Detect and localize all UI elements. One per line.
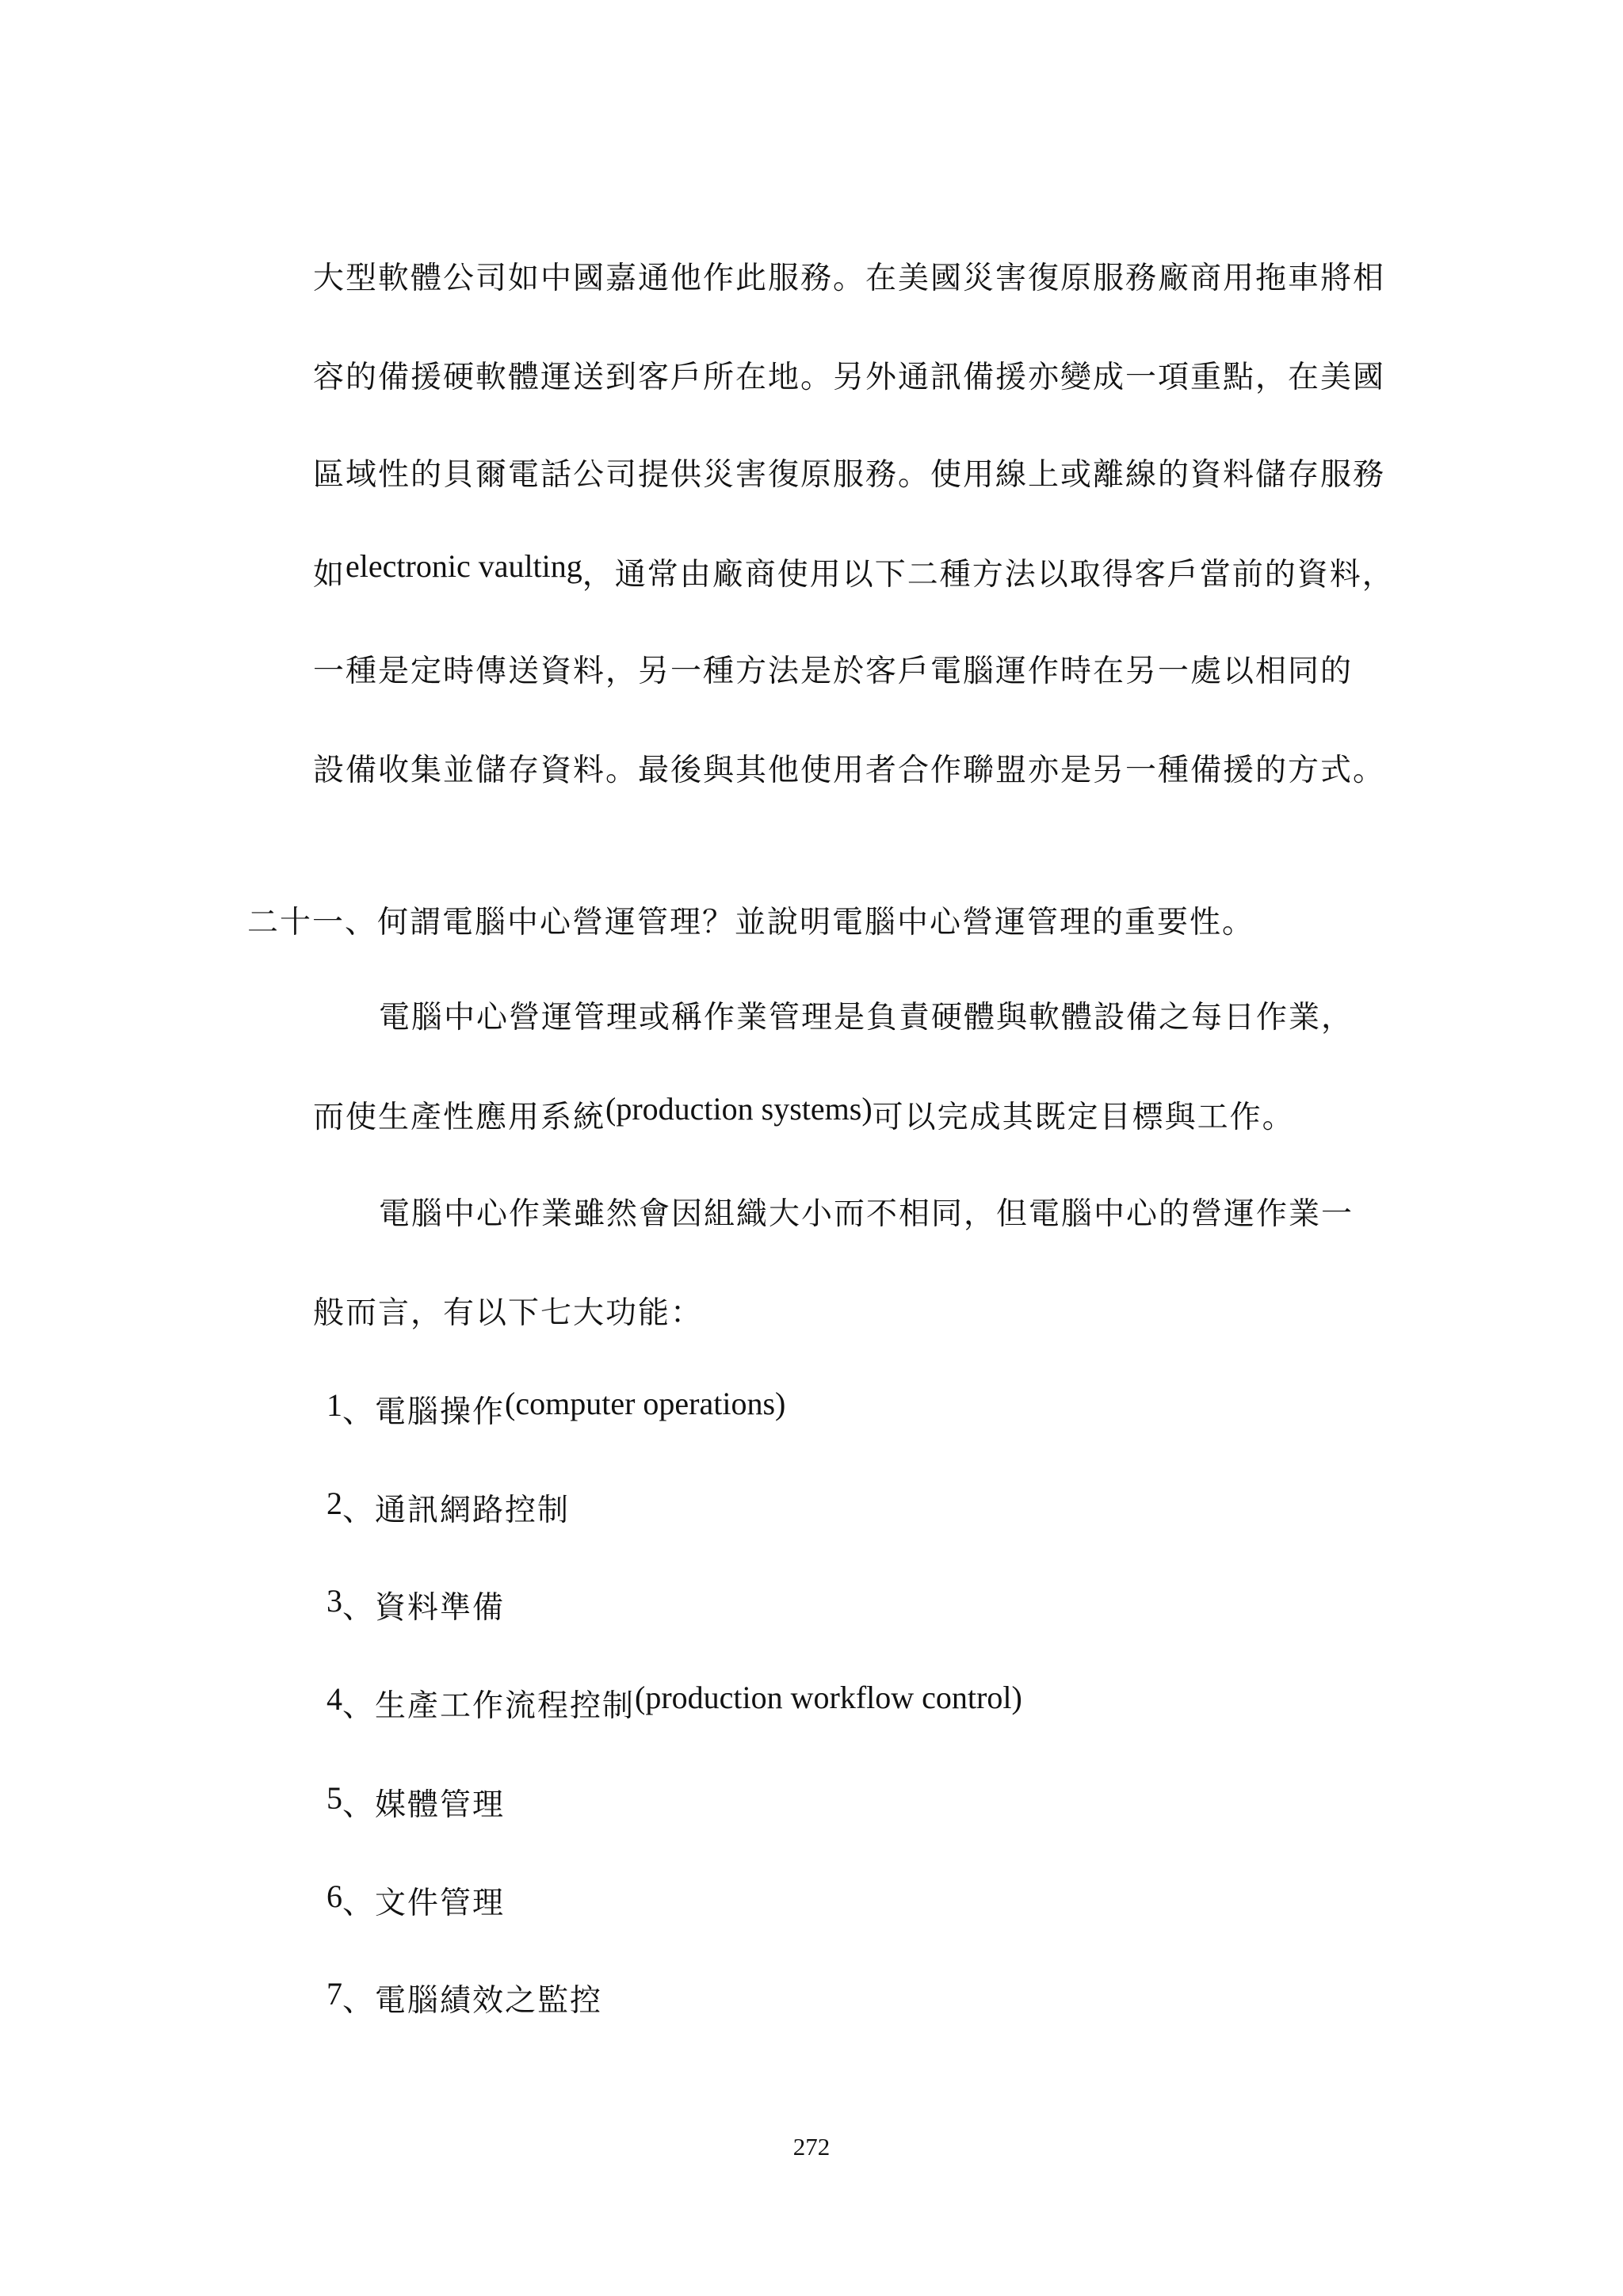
list-item-text: 、電腦績效之監控 — [342, 1983, 603, 2019]
list-item — [327, 1879, 505, 1928]
answer-line — [379, 1191, 1354, 1238]
answer-text: 電腦中心作業雖然會因組織大小而不相同，但電腦中心的營運作業一 — [379, 1196, 1354, 1232]
paragraph-text: 大型軟體公司如中國嘉通他作此服務。在美國災害復原服務廠商用拖車將相 — [313, 261, 1386, 296]
list-item — [327, 1781, 505, 1829]
paragraph-text: 如 — [313, 557, 346, 593]
list-item-text: 、通訊網路控制 — [342, 1493, 571, 1528]
paragraph-latin-term: electronic vaulting — [346, 548, 582, 584]
list-item-latin-term: (computer operations) — [505, 1386, 786, 1421]
list-item-number: 1 — [327, 1387, 342, 1423]
answer-latin-term: (production systems) — [605, 1091, 873, 1127]
list-item-number: 6 — [327, 1878, 342, 1914]
answer-line — [313, 1093, 1295, 1142]
page-number: 272 — [792, 2133, 831, 2161]
paragraph-text: 設備收集並儲存資料。最後與其他使用者合作聯盟亦是另一種備援的方式。 — [313, 753, 1386, 788]
list-item — [327, 1486, 570, 1535]
list-item-text: 、資料準備 — [342, 1590, 506, 1626]
list-item-text: 、生產工作流程控制 — [342, 1688, 636, 1724]
list-item — [327, 1977, 602, 2025]
paragraph-text: 區域性的貝爾電話公司提供災害復原服務。使用線上或離線的資料儲存服務 — [313, 457, 1386, 493]
paragraph-text: ，通常由廠商使用以下二種方法以取得客戶當前的資料， — [582, 557, 1395, 593]
paragraph-text: 一種是定時傳送資料，另一種方法是於客戶電腦運作時在另一處以相同的 — [313, 654, 1354, 689]
list-item-number: 2 — [327, 1486, 342, 1521]
answer-text: 可以完成其既定目標與工作。 — [872, 1100, 1295, 1135]
paragraph-line — [313, 648, 1353, 696]
answer-text: 而使生產性應用系統 — [313, 1100, 606, 1135]
list-item — [327, 1584, 505, 1632]
answer-text: 電腦中心營運管理或稱作業管理是負責硬體與軟體設備之每日作業， — [379, 1000, 1354, 1035]
list-item-text: 、文件管理 — [342, 1886, 506, 1921]
paragraph-text: 容的備援硬軟體運送到客戶所在地。另外通訊備援亦變成一項重點，在美國 — [313, 360, 1386, 395]
list-item — [327, 1388, 785, 1436]
paragraph-line — [313, 354, 1385, 402]
list-item-text: 、媒體管理 — [342, 1787, 506, 1823]
answer-line — [313, 1290, 703, 1337]
list-item-number: 5 — [327, 1780, 342, 1816]
answer-line — [379, 994, 1354, 1042]
question-heading — [247, 899, 1254, 947]
answer-text: 般而言，有以下七大功能： — [313, 1295, 704, 1331]
list-item-text: 、電腦操作 — [342, 1394, 506, 1430]
paragraph-line — [313, 255, 1385, 303]
question-text: 二十一、何謂電腦中心營運管理？並說明電腦中心營運管理的重要性。 — [247, 905, 1255, 940]
paragraph-line — [313, 747, 1385, 795]
paragraph-line — [313, 452, 1385, 499]
list-item-number: 7 — [327, 1976, 342, 2012]
list-item-number: 3 — [327, 1583, 342, 1619]
list-item — [327, 1682, 1022, 1730]
paragraph-line — [313, 548, 1395, 599]
list-item-latin-term: (production workflow control) — [635, 1680, 1022, 1715]
list-item-number: 4 — [327, 1681, 342, 1717]
